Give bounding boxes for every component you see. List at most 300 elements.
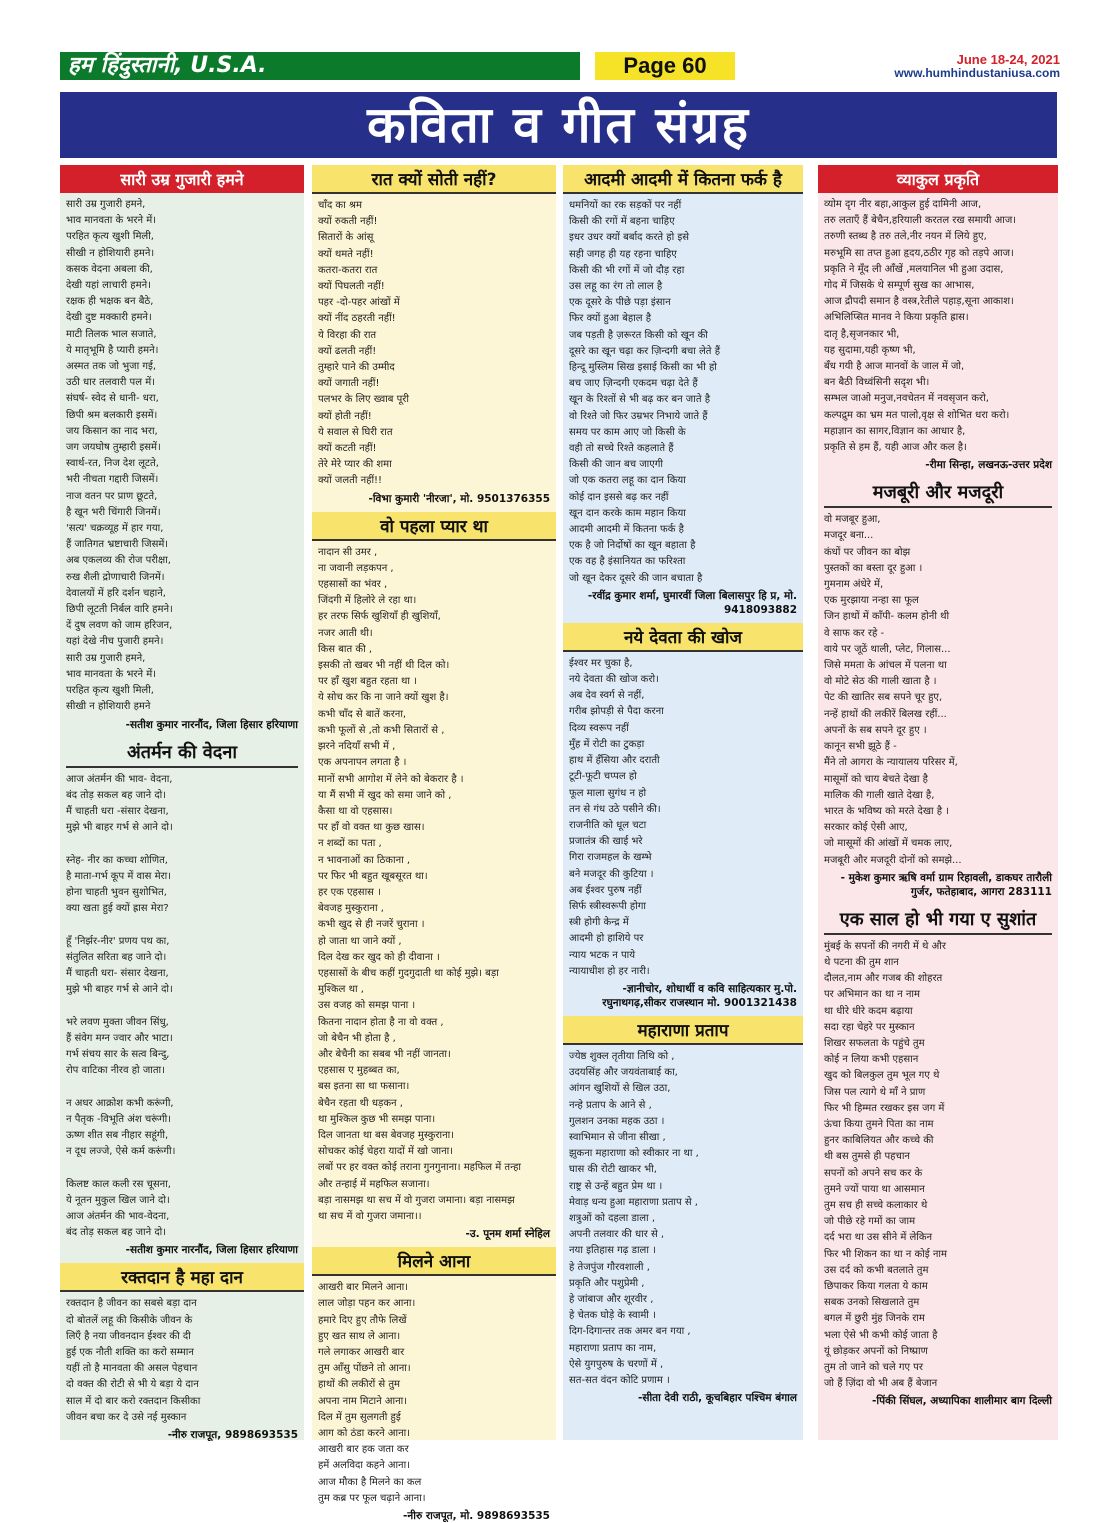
poem-line: मानों सभी आगोश में लेने को बेकरार है । bbox=[318, 773, 464, 785]
poem-line: मासूमों को चाय बेचते देखा है bbox=[824, 773, 928, 785]
poem-line: सबक उनको सिखलाते तुम bbox=[824, 1297, 920, 1309]
poem-line: हे जांबाज और शूरवीर , bbox=[569, 1293, 654, 1305]
poem-line: किलष्ट काल कली रस चूसना, bbox=[66, 1178, 171, 1190]
poem-line: नन्हे प्रताप के आने से , bbox=[569, 1099, 652, 1111]
issue-date: June 18-24, 2021 bbox=[956, 52, 1060, 67]
poem-line: दूसरे का खून चढ़ा कर ज़िन्दगी बचा लेते हैं bbox=[569, 345, 720, 357]
poem-line: भाव मानवता के भरने में। bbox=[66, 668, 156, 680]
poem-line: न्याय भटक न पाये bbox=[569, 949, 636, 961]
poem-line bbox=[66, 917, 298, 933]
poem-line: बगल में छुरी मुंह जिनके राम bbox=[824, 1313, 925, 1325]
poem-line: दें दुष लवण को जाम हरिजन, bbox=[66, 620, 173, 632]
poem-title: सारी उम्र गुजारी हमने bbox=[60, 165, 304, 193]
column-2 bbox=[312, 165, 556, 1523]
poem-line: वो रिश्ते जो फिर उम्रभर निभाये जाते हैं bbox=[569, 410, 708, 422]
poem-line: महाज्ञान का सागर,विज्ञान का आधार है, bbox=[824, 425, 966, 437]
poem-line: अभिलिप्सित मानव ने किया प्रकृति ह्रास। bbox=[824, 312, 969, 324]
poem-line: यहां देखे नीच पुजारी हमने। bbox=[66, 636, 164, 648]
poem-line: आज द्रौपदी समान है वस्त्र,रेतीले पहाड़,सूना आकाश। bbox=[824, 296, 1014, 308]
poem-line: जो मासूमों की आंखों में चमक लाए, bbox=[824, 838, 953, 850]
poem-line: ना जवानी लड़कपन , bbox=[318, 562, 394, 574]
poem-line: सारी उम्र गुजारी हमने, bbox=[66, 652, 146, 664]
poem-line: सपनों को अपने सच कर के bbox=[824, 1167, 923, 1179]
poem-line: संघर्ष- स्वेद से धानी- धरा, bbox=[66, 393, 159, 405]
poem-body bbox=[569, 198, 797, 587]
poem-line: रोप वाटिका नीरव हो जाता। bbox=[66, 1065, 165, 1077]
poem-body bbox=[66, 197, 298, 716]
poem-line: किसी की भी रगों में जो दौड़ रहा bbox=[569, 264, 685, 276]
poem-line: दिल में तुम सुलगती हुई bbox=[318, 1411, 401, 1423]
poem-line: खुद को बिलकुल तुम भूल गए थे bbox=[824, 1070, 940, 1082]
column-4 bbox=[818, 165, 1058, 1440]
poem-line: मुझे भी बाहर गर्भ से आने दो। bbox=[66, 822, 173, 834]
poem-line: कल्पद्रुम का भ्रम मत पालो,वृक्ष से शोभित धरा करो। bbox=[824, 409, 1010, 421]
poem-line: रक्तदान है जीवन का सबसे बड़ा दान bbox=[66, 1298, 197, 1310]
poem-title: अंतर्मन की वेदना bbox=[66, 738, 298, 768]
poem-line bbox=[66, 1079, 298, 1095]
poem-line: समय पर काम आए जो किसी के bbox=[569, 426, 686, 438]
poem-line: मैं चाहती धरा- संसार देखना, bbox=[66, 967, 169, 979]
poem-line: चाँद का श्रम bbox=[318, 200, 362, 211]
poem-line: आखरी बार हक जता कर bbox=[318, 1444, 409, 1456]
poem-line: गर्भ संचय सार के सत्व बिन्दु, bbox=[66, 1048, 170, 1060]
poem-line: हिन्दू मुस्लिम सिख इसाई किसी का भी हो bbox=[569, 362, 717, 374]
poem-line: मैं चाहती धरा -संसार देखना, bbox=[66, 805, 169, 817]
poem-line: लाल जोड़ा पहन कर आना। bbox=[318, 1298, 416, 1310]
poem-body bbox=[824, 197, 1052, 456]
column-1 bbox=[60, 165, 304, 1440]
poem-line: दिग-दिगान्तर तक अमर बन गया , bbox=[569, 1326, 691, 1338]
poem-line: न भावनाओं का ठिकाना , bbox=[318, 854, 411, 866]
poem-line: ईश्वर मर चुका है, bbox=[569, 657, 633, 669]
poem-line: बँध गयी है आज मानवों के जाल में जो, bbox=[824, 361, 965, 373]
poem-line: बन बैठी विध्वंसिनी सदृश भी। bbox=[824, 377, 930, 389]
poem-line: पुस्तकों का बस्ता दूर हुआ । bbox=[824, 562, 923, 574]
poem-line: अस्मत तक जो भुजा गई, bbox=[66, 361, 157, 373]
poem-line: सीखी न होशियारी हमने bbox=[66, 701, 151, 713]
poem-line: जय किसान का नाद भरा, bbox=[66, 425, 158, 437]
poem-author: - मुकेश कुमार ऋषि वर्मा ग्राम रिहावली, डाकघर तारौली गुर्जर, फतेहाबाद, आगरा 283111 bbox=[840, 871, 1052, 898]
poem-line: थी बस तुमसे ही पहचान bbox=[824, 1151, 910, 1163]
poem-line: प्रकृति ने मूँद ली आँखें ,मलयानिल भी हुआ उदास, bbox=[824, 263, 1004, 275]
poem-line: अब देव स्वर्ग से नहीं, bbox=[569, 690, 645, 702]
poem-line: ये मातृभूमि है प्यारी हमने। bbox=[66, 344, 159, 356]
poem-author: -सीता देवी राठी, कूचबिहार पश्चिम बंगाल bbox=[638, 1392, 797, 1405]
poem-title: एक साल हो भी गया ए सुशांत bbox=[824, 905, 1052, 935]
poem-line: जग जयघोष तुम्हारी इसमें। bbox=[66, 442, 161, 454]
poem-line: ऐसे युगपुरुष के चरणों में , bbox=[569, 1358, 664, 1370]
poem-line: पर हाँ खुश बहुत रहता था । bbox=[318, 676, 417, 688]
poem-line: सिर्फ स्त्रीस्वरूपी होगा bbox=[569, 900, 647, 912]
poem-line: हूँ 'निर्झर-नीर' प्रणय पथ का, bbox=[66, 935, 170, 947]
poem-line: महाराणा प्रताप का नाम, bbox=[569, 1342, 657, 1354]
poem-line: सदा रहा चेहरे पर मुस्कान bbox=[824, 1021, 915, 1033]
poem-line: गोद में जिसके थे सम्पूर्ण सुख का आभास, bbox=[824, 280, 975, 292]
poem-line: हुनर काबिलियत और कच्चे की bbox=[824, 1135, 934, 1147]
poem-body bbox=[66, 772, 298, 1242]
poem-line: झरने नदियाँ सभी में , bbox=[318, 741, 396, 753]
poem-line: स्वाभिमान से जीना सीखा , bbox=[569, 1131, 666, 1143]
poem-line: जीवन बचा कर दे उसे नई मुस्कान bbox=[66, 1411, 187, 1423]
poem-title: व्याकुल प्रकृति bbox=[818, 165, 1058, 193]
poem-line: राष्ट्र से उन्हें बहुत प्रेम था । bbox=[569, 1180, 663, 1192]
poem-line: अपनों के सब सपने दूर हुए । bbox=[824, 724, 927, 736]
poem-line: हे तेजपुंज गौरवशाली , bbox=[569, 1261, 650, 1273]
poem-line: सम्भल जाओ मनुज,नवचेतन में नवसृजन करो, bbox=[824, 393, 989, 405]
poem-line: क्या खता हुई क्यों ह्रास मेरा? bbox=[66, 903, 169, 915]
poem-line: जो हैं ज़िंदा वो भी अब हैं बेजान bbox=[824, 1378, 938, 1390]
poem-line: आदमी हो हाशिये पर bbox=[569, 933, 644, 945]
poem-line: क्यों ढलती नहीं! bbox=[318, 345, 377, 357]
poem-line: जिन हाथों में काँपी- कलम होनी थी bbox=[824, 611, 950, 623]
poem-line: पर फिर भी बहुत खूबसूरत था। bbox=[318, 870, 428, 882]
poem-line: खून दान करके काम महान किया bbox=[569, 507, 686, 519]
poem-line: प्रजातंत्र की खाई भरे bbox=[569, 836, 643, 848]
poem-line: मैंने तो आगरा के न्यायालय परिसर में, bbox=[824, 757, 958, 769]
poem-line: नादान सी उमर , bbox=[318, 546, 378, 558]
poem-title: मजबूरी और मजदूरी bbox=[824, 478, 1052, 508]
poem-author: -नीरु राजपूत, मो. 9898693535 bbox=[403, 1510, 550, 1523]
poem-line: बस इतना सा था फसाना। bbox=[318, 1081, 410, 1093]
poem-line: था धीरे धीरे कदम बढ़ाया bbox=[824, 1005, 913, 1017]
poem-line: जो पीछे रहे गमों का जाम bbox=[824, 1216, 916, 1228]
poem-line bbox=[66, 836, 298, 852]
website-link[interactable]: www.humhindustaniusa.com bbox=[894, 66, 1060, 80]
poem-line: तुम सच ही सच्चे कलाकार थे bbox=[824, 1199, 928, 1211]
poem-line: कितना नादान होता है ना वो वक्त , bbox=[318, 1016, 444, 1028]
poem-line: जो खून देकर दूसरे की जान बचाता है bbox=[569, 572, 703, 584]
poem-author: -ज्ञानीचोर, शोधार्थी व कवि साहित्यकार मु.पो. रघुनाथगढ़,सीकर राजस्थान मो. 9001321438 bbox=[602, 982, 797, 1009]
poem-body bbox=[569, 1049, 797, 1389]
poem-line: वही तो सच्चे रिश्ते कहलाते हैं bbox=[569, 443, 674, 455]
poem-line: दिव्य स्वरूप नहीं bbox=[569, 722, 629, 734]
poem-line: हर एक एहसास । bbox=[318, 886, 381, 898]
poem-line: बेवजह मुस्कुराना , bbox=[318, 903, 384, 915]
poem-line: देखी दुष्ट मक्कारी हमने। bbox=[66, 312, 152, 324]
poem-line: हाथों की लकीरों से तुम bbox=[318, 1379, 401, 1391]
poem-author: -रीमा सिन्हा, लखनऊ-उत्तर प्रदेश bbox=[925, 459, 1052, 472]
poem-line: न्यायाधीश हो हर नारी। bbox=[569, 965, 650, 977]
poem-line: अब एकलव्य की रोज परीक्षा, bbox=[66, 555, 171, 567]
poem-line: पहर -दो-पहर आंखों में bbox=[318, 297, 400, 309]
poem-line: तुम तो जाने को चले गए पर bbox=[824, 1362, 923, 1373]
poem-line: दिल जानता था बस बेवजह मुस्कुराना। bbox=[318, 1129, 455, 1141]
poem-line: तुम कब्र पर फूल चढ़ाने आना। bbox=[318, 1492, 426, 1504]
poem-line: दौलत,नाम और गजब की शोहरत bbox=[824, 973, 943, 985]
poem-line: थे पटना की तुम शान bbox=[824, 956, 899, 968]
poem-line: जिस पल त्यागे थे माँ ने प्राण bbox=[824, 1086, 926, 1098]
poem-line: एक है जो निर्दोषों का खून बहाता है bbox=[569, 540, 696, 552]
poem-line: दो बोतलें लहू की किसीके जीवन के bbox=[66, 1314, 193, 1326]
poem-body bbox=[318, 1280, 550, 1507]
poem-line: एहसास ए मुहब्बत का, bbox=[318, 1065, 400, 1077]
poem-line: छिपी श्रम बलकारी इसमें। bbox=[66, 409, 158, 421]
poem-line: सारी उम्र गुजारी हमने, bbox=[66, 199, 146, 210]
poem-line: बच जाए ज़िन्दगी एकदम चढ़ा देते हैं bbox=[569, 378, 698, 390]
poem-line: गले लगाकर आखरी बार bbox=[318, 1347, 405, 1358]
poem-line: तुम आँसु पोंछने तो आना। bbox=[318, 1363, 411, 1375]
poem-title: रात क्यों सोती नहीं? bbox=[312, 165, 556, 194]
poem-body bbox=[318, 545, 550, 1226]
poem-line: ज्येष्ठ शुक्ल तृतीया तिथि को , bbox=[569, 1050, 675, 1062]
poem-line: किसी की जान बच जाएगी bbox=[569, 459, 663, 471]
poem-line: अपनी तलवार की धार से , bbox=[569, 1229, 665, 1241]
poem-line: हैं संवेग मग्न ज्वार और भाटा। bbox=[66, 1032, 173, 1044]
section-banner: कविता व गीत संग्रह bbox=[60, 92, 1057, 158]
poem-author: -सतीश कुमार नारनौंद, जिला हिसार हरियाणा bbox=[125, 1244, 298, 1257]
poem-line: कभी चाँद से बातें करना, bbox=[318, 708, 407, 720]
poem-line: न दूध लज्जे, ऐसे कर्म करूंगी। bbox=[66, 1146, 176, 1158]
poem-line: पर हाँ वो वक्त था कुछ खास। bbox=[318, 822, 425, 834]
poem-line: लिएँ है नया जीवनदान ईश्वर की दी bbox=[66, 1330, 191, 1342]
poem-line: कंधों पर जीवन का बोझ bbox=[824, 546, 911, 558]
poem-line: हर तरफ सिर्फ खुशियाँ ही खुशियाँ, bbox=[318, 611, 441, 623]
poem-line: शिखर सफलता के पहुंचे तुम bbox=[824, 1037, 925, 1049]
poem-line: घास की रोटी खाकर भी, bbox=[569, 1164, 657, 1176]
poem-line: सितारों के आंसू bbox=[318, 232, 374, 244]
poem-line: उस वजह को समझ पाना । bbox=[318, 1000, 416, 1012]
poem-line: आदमी आदमी में कितना फर्क है bbox=[569, 524, 684, 536]
poem-line: कोई दान इससे बढ़ कर नहीं bbox=[569, 491, 669, 503]
poem-line: एक वह है इंसानियत का फरिश्ता bbox=[569, 556, 686, 568]
poem-line: क्यों नींद ठहरती नहीं! bbox=[318, 313, 396, 325]
poem-line: तरुणी स्तब्ध है तरु तले,नीर नयन में लिये हुए, bbox=[824, 231, 987, 243]
poem-line: बंद तोड़ सकल बह जाने दो। bbox=[66, 789, 167, 801]
poem-line: हे चेतक घोड़े के स्वामी । bbox=[569, 1310, 656, 1322]
poem-line: गरीब झोपड़ी से पैदा करना bbox=[569, 706, 664, 718]
poem-line: अपना नाम मिटाने आना। bbox=[318, 1395, 408, 1407]
poem-title: रक्तदान है महा दान bbox=[60, 1263, 304, 1292]
poem-line: ये सोच कर कि ना जाने क्यों खुश है। bbox=[318, 692, 449, 704]
poem-line: साल में दो बार करो रक्तदान किसीका bbox=[66, 1395, 201, 1407]
poem-line bbox=[66, 1160, 298, 1176]
poem-line: हैं जातिगत भ्रष्टाचारी जिसमें। bbox=[66, 539, 169, 551]
poem-line: क्यों रुकती नहीं! bbox=[318, 216, 378, 228]
poem-title: नये देवता की खोज bbox=[563, 623, 803, 652]
poem-line: हमें अलविदा कहने आना। bbox=[318, 1460, 410, 1472]
poem-line: दो वक्त की रोटी से भी ये बड़ा ये दान bbox=[66, 1379, 199, 1391]
poem-line: 'सत्य' चक्रव्यूह में हार गया, bbox=[66, 523, 164, 535]
poem-line: है माता-गर्भ कूप में वास मेरा। bbox=[66, 870, 172, 882]
poem-line: उठी धार तलवारी पल में। bbox=[66, 377, 155, 389]
poem-author: -उ. पूनम शर्मा स्नेहिल bbox=[465, 1228, 550, 1241]
poem-line: एक दूसरे के पीछे पड़ा इंसान bbox=[569, 297, 671, 309]
poem-line: जिसे ममता के आंचल में पलना था bbox=[824, 660, 947, 672]
poem-line: फिर क्यों हुआ बेहाल है bbox=[569, 313, 652, 325]
poem-line: दर्द भरा था उस सीने में लेकिन bbox=[824, 1232, 933, 1244]
poem-line: आग को ठंडा करने आना। bbox=[318, 1428, 411, 1440]
poem-line: मेवाड़ धन्य हुआ महाराणा प्रताप से , bbox=[569, 1196, 698, 1208]
poem-line: हमारे दिए हुए तौफे लिखें bbox=[318, 1314, 407, 1326]
poem-line: दातृ है,सृजनकार भी, bbox=[824, 328, 900, 340]
poem-line: बने मजदूर की कुटिया । bbox=[569, 868, 654, 880]
poem-line: संतुलित सरिता बह जाने दो। bbox=[66, 951, 167, 963]
poem-line: दिल देख कर खुद को ही दीवाना । bbox=[318, 951, 440, 963]
poem-line: जिंदगी में हिलोरे ले रहा था। bbox=[318, 595, 417, 607]
poem-line: तुम्हारे पाने की उम्मीद bbox=[318, 362, 395, 374]
poem-line: मजबूरी और मजदूरी दोनों को समझे... bbox=[824, 854, 962, 866]
poem-line: प्रकृति से हम हैं, यही आज और कल है। bbox=[824, 442, 967, 454]
poem-line: गुमनाम अंधेरे में, bbox=[824, 579, 884, 591]
poem-line: भरी नीचता गद्दारी जिसमें। bbox=[66, 474, 159, 486]
poem-author: -पिंकी सिंघल, अध्यापिका शालीमार बाग दिल्ली bbox=[872, 1395, 1052, 1408]
poem-line: मुश्किल था , bbox=[318, 984, 364, 996]
poem-title: मिलने आना bbox=[312, 1247, 556, 1276]
poem-line: टूटी-फूटी चप्पल हो bbox=[569, 771, 637, 783]
poem-line: देवालयों में हरि दर्शन चहाने, bbox=[66, 587, 166, 599]
poem-line: सही जगह ही यह रहना चाहिए bbox=[569, 248, 677, 260]
poem-line: छिपाकर किया गलता ये काम bbox=[824, 1280, 928, 1292]
poem-line: किसी की रगों में बहना चाहिए bbox=[569, 216, 675, 228]
poem-line: एहसासों के बीच कहीं गुदगुदाती था कोई मुझे। बड़ा bbox=[318, 967, 499, 979]
poem-line: वो मजबूर हुआ, bbox=[824, 514, 881, 526]
poem-line: हो जाता था जाने क्यों , bbox=[318, 935, 402, 947]
poem-line: फूल माला सुगंध न हो bbox=[569, 787, 647, 799]
poem-line: मुँह में रोटी का टुकड़ा bbox=[569, 738, 645, 750]
poem-line: हुई एक नौती शक्ति का करो सम्मान bbox=[66, 1347, 194, 1358]
poem-line: और बेचैनी का सबब भी नहीं जानता। bbox=[318, 1048, 451, 1060]
poem-line: एक अपनापन लगता है । bbox=[318, 757, 407, 769]
poem-line: यूं छोड़कर अपनों को निष्प्राण bbox=[824, 1345, 928, 1357]
poem-line: न पैतृक -विभूति अंश चरूंगी। bbox=[66, 1113, 171, 1125]
poem-line: यहीं तो है मानवता की असल पेहचान bbox=[66, 1363, 198, 1375]
poem-line: जो एक कतरा लहू का दान किया bbox=[569, 475, 686, 487]
poem-line: परहित कृत्य खुशी मिली, bbox=[66, 685, 154, 697]
poem-line: सत-सत वंदन कोटि प्रणाम । bbox=[569, 1375, 670, 1386]
poem-line: मुंबई के सपनों की नगरी में थे और bbox=[824, 940, 946, 952]
poem-line: भरे लवण मुक्ता जीवन सिंधु, bbox=[66, 1016, 169, 1028]
poem-line: आखरी बार मिलने आना। bbox=[318, 1282, 409, 1294]
poem-line: न शब्दों का पता , bbox=[318, 838, 382, 850]
poem-title: वो पहला प्यार था bbox=[312, 512, 556, 541]
poem-line: स्त्री होगी केन्द्र में bbox=[569, 917, 629, 929]
poem-line: क्यों जगाती नहीं! bbox=[318, 378, 380, 390]
poem-line: मालिक की गाली खाते देखा है, bbox=[824, 789, 935, 801]
poem-line: बड़ा नासमझ था सच में वो गुजरा जमाना। बड़ा नासमझ bbox=[318, 1194, 515, 1206]
poem-line: ये सवाल से घिरी रात bbox=[318, 426, 393, 438]
poem-line: कसक वेदना अबला की, bbox=[66, 263, 153, 275]
poem-line: माटी तिलक भाल सजाते, bbox=[66, 328, 157, 340]
poem-author: -सतीश कुमार नारनौंद, जिला हिसार हरियाणा bbox=[125, 718, 298, 731]
poem-line: ऊंचा किया तुमने पिता का नाम bbox=[824, 1118, 934, 1130]
poem-line: नये देवता की खोज करो। bbox=[569, 674, 659, 686]
poem-line: हाथ में हँसिया और दराती bbox=[569, 755, 660, 767]
poem-body bbox=[569, 656, 797, 980]
poem-line: क्यों पिघलती नहीं! bbox=[318, 281, 385, 293]
poem-line: गिरा राजमहल के खम्भे bbox=[569, 852, 652, 864]
poem-line: तेरे मेरे प्यार की शमा bbox=[318, 459, 392, 471]
poem-line: भारत के भविष्य को मरते देखा है । bbox=[824, 805, 950, 817]
poem-line: मरुभूमि सा तप्त हुआ हृदय,ठठीर गृह को तड़पे आज। bbox=[824, 247, 1014, 259]
poem-line: रुख शैली द्रोणाचारी जिनमें। bbox=[66, 571, 165, 583]
poem-line: कोई न लिया कभी एहसान bbox=[824, 1054, 919, 1066]
poem-line: न अधर आक्रोश कभी करूंगी, bbox=[66, 1097, 174, 1109]
poem-line: पेट की खातिर सब सपने चूर हुए, bbox=[824, 692, 943, 704]
poem-line: व्योम दृग नीर बहा,आकुल हुई दामिनी आज, bbox=[824, 199, 982, 210]
column-3 bbox=[563, 165, 803, 1440]
poem-line: इधर उधर क्यों बर्बाद करते हो इसे bbox=[569, 232, 690, 244]
poem-line: गुलशन उनका महक उठा । bbox=[569, 1115, 665, 1127]
poem-line: लबों पर हर वक्त कोई तराना गुनगुनाना। महफिल में तन्हा bbox=[318, 1162, 521, 1174]
poem-line: अब ईश्वर पुरुष नहीं bbox=[569, 884, 642, 896]
poem-line: क्यों होती नहीं! bbox=[318, 410, 372, 422]
poem-body bbox=[824, 939, 1052, 1393]
poem-line: उस दर्द को कभी बतलाते तुम bbox=[824, 1264, 929, 1276]
poem-line: स्नेह- नीर का कच्चा शोणित, bbox=[66, 854, 168, 866]
poem-line: सरकार कोई ऐसी आए, bbox=[824, 822, 908, 834]
poem-line: नया इतिहास गढ़ डाला । bbox=[569, 1245, 656, 1257]
poem-line: बेचैन रहता थी धड़कन , bbox=[318, 1097, 403, 1109]
poem-title: आदमी आदमी में कितना फर्क है bbox=[563, 165, 803, 194]
poem-line: सोचकर कोई चेहरा यादों में खो जाना। bbox=[318, 1146, 454, 1158]
poem-line: उस लहू का रंग तो लाल है bbox=[569, 281, 663, 293]
poem-title: महाराणा प्रताप bbox=[563, 1016, 803, 1045]
poem-line: क्यों थमते नहीं! bbox=[318, 248, 374, 260]
poem-line: बंद तोड़ सकल बह जाने दो। bbox=[66, 1227, 167, 1239]
poem-line: होना चाहती भुवन सुशोभित, bbox=[66, 886, 167, 898]
poem-line: देखी यहां लाचारी हमने। bbox=[66, 280, 151, 292]
poem-line: और तन्हाई में महफिल सजाना। bbox=[318, 1178, 430, 1190]
poem-line: नजर आती थी। bbox=[318, 627, 373, 639]
poem-line: एहसासों का भंवर , bbox=[318, 579, 388, 591]
poem-line: रक्षक ही भक्षक बन बैठे, bbox=[66, 296, 154, 308]
poem-line: मुझे भी बाहर गर्भ से आने दो। bbox=[66, 984, 173, 996]
poem-line: जब पड़ती है ज़रूरत किसी को खून की bbox=[569, 329, 708, 341]
publication-name: हम हिंदुस्तानी, U.S.A. bbox=[60, 52, 580, 80]
poem-line: पलभर के लिए ख्वाब पूरी bbox=[318, 394, 409, 406]
poem-line: हुए खत साथ ले आना। bbox=[318, 1330, 401, 1342]
poem-line: वाये पर जूठें थाली, प्लेट, गिलास... bbox=[824, 643, 951, 655]
poem-line: धमनियों का रक सड़कों पर नहीं bbox=[569, 200, 682, 211]
poem-line: ऊष्ण शीत सब नीहार सहूंगी, bbox=[66, 1129, 169, 1141]
poem-line: स्वार्थ-रत, निज देश लूटते, bbox=[66, 458, 159, 470]
poem-line: तन से गंध उठे पसीने की। bbox=[569, 803, 661, 815]
poem-line: छिपी लूटती निर्बल वारि हमने। bbox=[66, 604, 173, 616]
poem-line: उदयसिंह और जयवंताबाई का, bbox=[569, 1067, 678, 1079]
poem-line: था मुश्किल कुछ भी समझ पाना। bbox=[318, 1113, 436, 1125]
poem-line: फिर भी शिकन का था न कोई नाम bbox=[824, 1248, 947, 1260]
poem-line: है खून भरी चिंगारी जिनमें। bbox=[66, 506, 161, 518]
poem-line: कैसा था वो एहसास। bbox=[318, 805, 393, 817]
poem-author: -विभा कुमारी 'नीरजा', मो. 9501376355 bbox=[368, 492, 550, 505]
poem-line: तरु लताएँ हैं बेचैन,हरियाली करतल रख समायी आज। bbox=[824, 215, 1017, 227]
poem-line: कानून सभी झूठे हैं - bbox=[824, 741, 897, 753]
poem-line bbox=[66, 998, 298, 1014]
poem-author: -रवींद्र कुमार शर्मा, घुमारवीं जिला बिलासपुर हि प्र, मो. 9418093882 bbox=[587, 589, 797, 616]
poem-line: भला ऐसे भी कभी कोई जाता है bbox=[824, 1329, 938, 1341]
poem-line: परहित कृत्य खुशी मिली, bbox=[66, 231, 154, 243]
poem-line: आज अंतर्मन की भाव- वेदना, bbox=[66, 773, 173, 785]
poem-line: आज मौका है मिलने का कल bbox=[318, 1476, 422, 1488]
poem-line: कतरा-कतरा रात bbox=[318, 264, 378, 276]
poem-line: जो बेचैन भी होता है , bbox=[318, 1032, 396, 1044]
poem-line: पर अभिमान का था न नाम bbox=[824, 989, 920, 1001]
poem-author: -नीरु राजपूत, 9898693535 bbox=[167, 1429, 298, 1442]
poem-line: इसकी तो खबर भी नहीं थी दिल को। bbox=[318, 660, 450, 672]
poem-line: वे साफ कर रहे - bbox=[824, 627, 885, 639]
poem-line: था सच में वो गुजरा जमाना।। bbox=[318, 1210, 422, 1222]
poem-line: आंगन खुशियों से खिल उठा, bbox=[569, 1083, 671, 1095]
poem-line: भाव मानवता के भरने में। bbox=[66, 215, 156, 227]
poem-line: नाज वतन पर प्राण छूटते, bbox=[66, 490, 158, 502]
poem-line: कभी खुद से ही नजरें चुराना । bbox=[318, 919, 425, 931]
poem-line: प्रकृति और पशुप्रेमी , bbox=[569, 1277, 645, 1289]
poem-line: एक मुरझाया नन्हा सा फूल bbox=[824, 595, 919, 607]
poem-body bbox=[824, 512, 1052, 868]
poem-line: तुमने ज्यों पाया था आसमान bbox=[824, 1183, 925, 1195]
poem-line: क्यों जलती नहीं!! bbox=[318, 475, 383, 487]
poem-line: शत्रुओं को दहला डाला , bbox=[569, 1212, 656, 1224]
